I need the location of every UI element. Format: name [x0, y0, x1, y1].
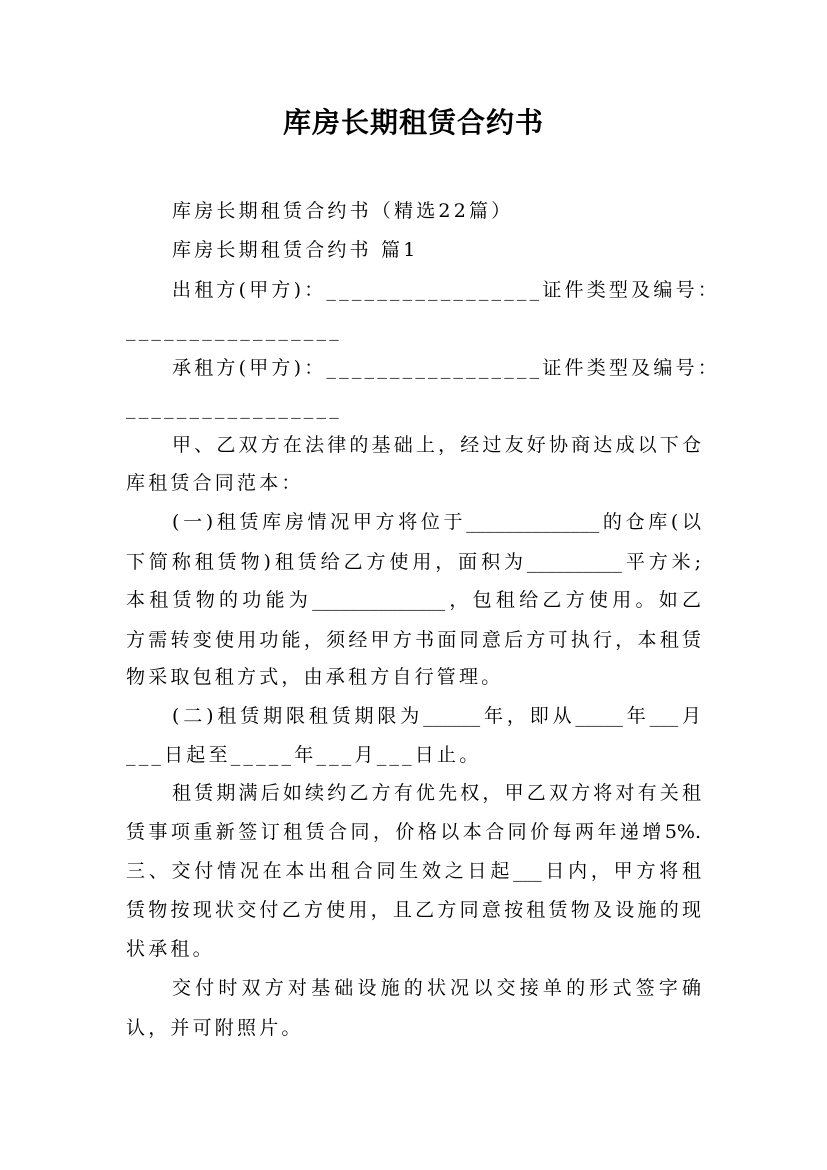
lessee-line: 承租方(甲方)：_________________证件类型及编号：: [172, 357, 720, 379]
paragraph-line: 交付时双方对基础设施的状况以交接单的形式签字确: [172, 977, 701, 999]
subtitle-line: 库房长期租赁合约书（精选22篇）: [172, 200, 514, 222]
paragraph-line: 甲、乙双方在法律的基础上，经过友好协商达成以下仓: [172, 434, 701, 456]
paragraph-line: 状承租。: [126, 938, 215, 960]
paragraph-line: 赁物按现状交付乙方使用，且乙方同意按租赁物及设施的现: [126, 899, 701, 921]
document-title: 库房长期租赁合约书: [282, 106, 544, 139]
paragraph-line: (二)租赁期限租赁期限为______年，即从_____年___月: [172, 705, 701, 727]
paragraph-line: 物采取包租方式，由承租方自行管理。: [126, 666, 504, 688]
paragraph-line: 下简称租赁物)租赁给乙方使用，面积为__________平方米;: [126, 551, 701, 573]
paragraph-line: 本租赁物的功能为______________，包租给乙方使用。如乙: [126, 589, 701, 611]
paragraph-line: 认，并可附照片。: [126, 1017, 304, 1039]
paragraph-line: 库租赁合同范本：: [126, 472, 304, 494]
lessor-id-blank: _________________: [126, 319, 342, 341]
paragraph-line: ___日起至_____年___月___日止。: [126, 744, 482, 766]
section-heading: 库房长期租赁合约书 篇1: [172, 239, 419, 261]
paragraph-line: 方需转变使用功能，须经甲方书面同意后方可执行，本租赁: [126, 629, 701, 651]
paragraph-line: 三、交付情况在本出租合同生效之日起___日内，甲方将租: [126, 860, 701, 882]
lessee-id-blank: _________________: [126, 397, 342, 419]
paragraph-line: (一)租赁库房情况甲方将位于______________的仓库(以: [172, 511, 701, 533]
paragraph-line: 赁事项重新签订租赁合同，价格以本合同价每两年递增5%.: [126, 821, 701, 843]
lessor-line: 出租方(甲方)：_________________证件类型及编号：: [172, 279, 720, 301]
paragraph-line: 租赁期满后如续约乙方有优先权，甲乙双方将对有关租: [172, 782, 701, 804]
